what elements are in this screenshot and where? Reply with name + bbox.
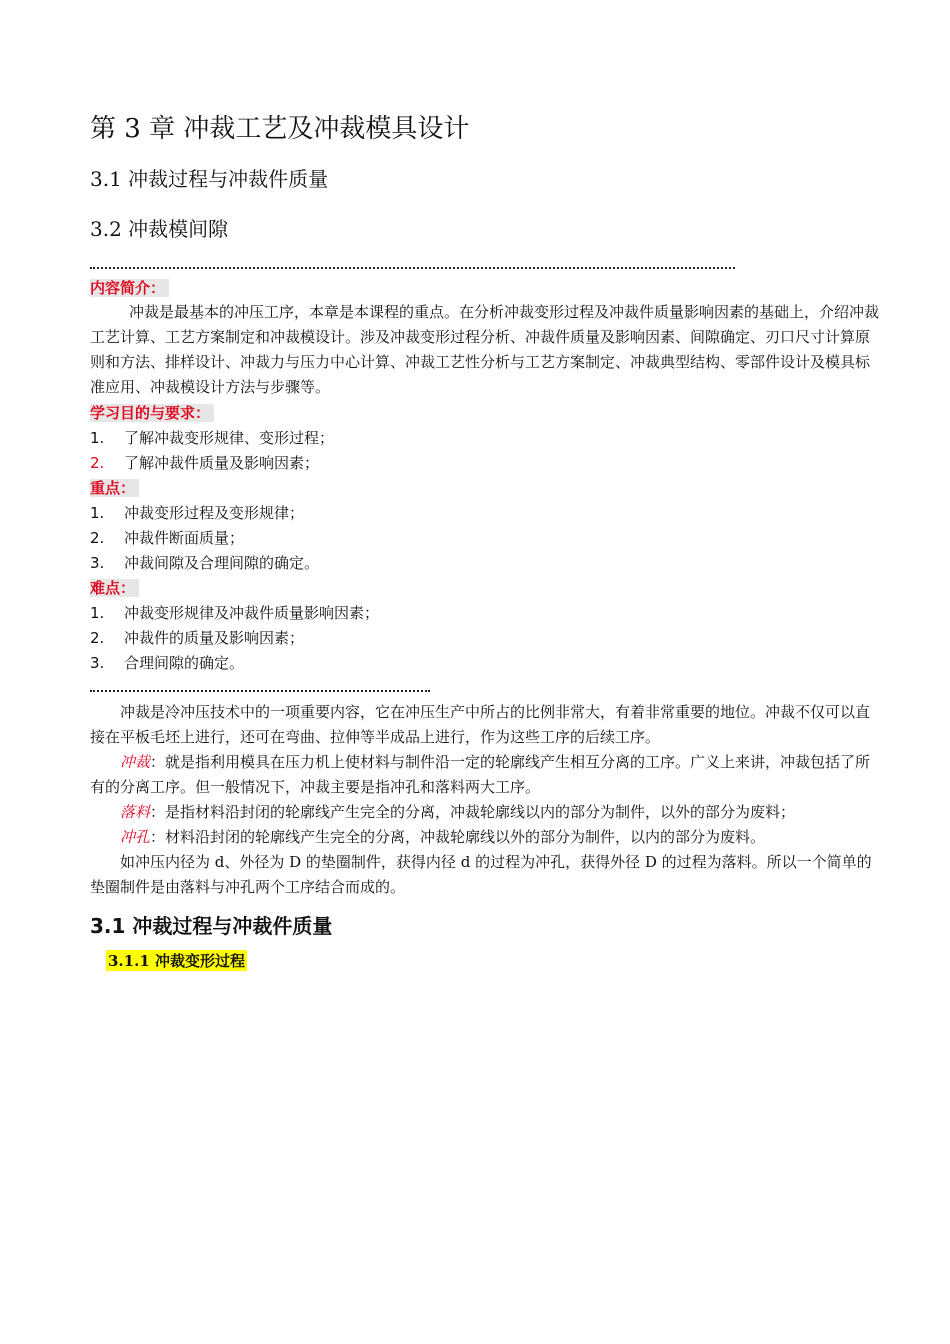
body-paragraph-2: 冲裁：就是指利用模具在压力机上使材料与制件沿一定的轮廓线产生相互分离的工序。广义上来讲，冲裁包括了所有的分离工序。但一般情况下，冲裁主要是指冲孔和落料两大工序。 [90,753,871,796]
dotted-divider-top [90,267,735,269]
objective-item-1: 1. 了解冲裁变形规律、变形过程； [90,429,335,447]
summary-label: 内容简介： [90,277,169,298]
objective-item-2: 2. 了解冲裁件质量及影响因素； [90,454,320,472]
objectives-label: 学习目的与要求： [90,402,214,423]
summary-text: 冲裁是最基本的冲压工序，本章是本课程的重点。在分析冲裁变形过程及冲裁件质量影响因素的基础上，介绍冲裁工艺计算、工艺方案制定和冲裁模设计。涉及冲裁变形过程分析、冲裁件质量及影响因素、间隙确定、刃口尺寸计算原则和方法、排样设计、冲裁力与压力中心计算、冲裁工艺性分析与工艺方案制定、冲裁典型结构、零部件设计及模具标准应用、冲裁模设计方法与步骤等。 [90,303,880,396]
key-point-item-3: 3. 冲裁间隙及合理间隙的确定。 [90,554,320,572]
toc-item-3-1: 3.1 冲裁过程与冲裁件质量 [90,167,329,191]
key-point-item-2: 2. 冲裁件断面质量； [90,529,245,547]
body-paragraph-5: 如冲压内径为 d、外径为 D 的垫圈制件，获得内径 d 的过程为冲孔，获得外径 D 的过程为落料。所以一个简单的垫圈制件是由落料与冲孔两个工序结合而成的。 [90,853,872,896]
chapter-title: 第 3 章 冲裁工艺及冲裁模具设计 [90,114,470,144]
key-point-item-1: 1. 冲裁变形过程及变形规律； [90,504,305,522]
body-paragraph-3: 落料：是指材料沿封闭的轮廓线产生完全的分离，冲裁轮廓线以内的部分为制件，以外的部分为废料； [120,803,796,821]
dotted-divider-bottom [90,690,430,692]
body-paragraph-1: 冲裁是冷冲压技术中的一项重要内容，它在冲压生产中所占的比例非常大，有着非常重要的地位。冲裁不仅可以直接在平板毛坯上进行，还可在弯曲、拉伸等半成品上进行，作为这些工序的后续工序。 [90,703,871,746]
section-heading: 3.1 冲裁过程与冲裁件质量 [90,914,333,938]
difficulties-label: 难点： [90,577,139,598]
subsection-heading: 3.1.1 冲裁变形过程 [108,952,245,970]
body-paragraph-4: 冲孔：材料沿封闭的轮廓线产生完全的分离，冲裁轮廓线以外的部分为制件，以内的部分为废料。 [120,828,766,846]
difficulty-item-1: 1. 冲裁变形规律及冲裁件质量影响因素； [90,604,380,622]
difficulty-item-3: 3. 合理间隙的确定。 [90,654,245,672]
toc-item-3-2: 3.2 冲裁模间隙 [90,217,229,241]
key-points-label: 重点： [90,477,139,498]
difficulty-item-2: 2. 冲裁件的质量及影响因素； [90,629,305,647]
